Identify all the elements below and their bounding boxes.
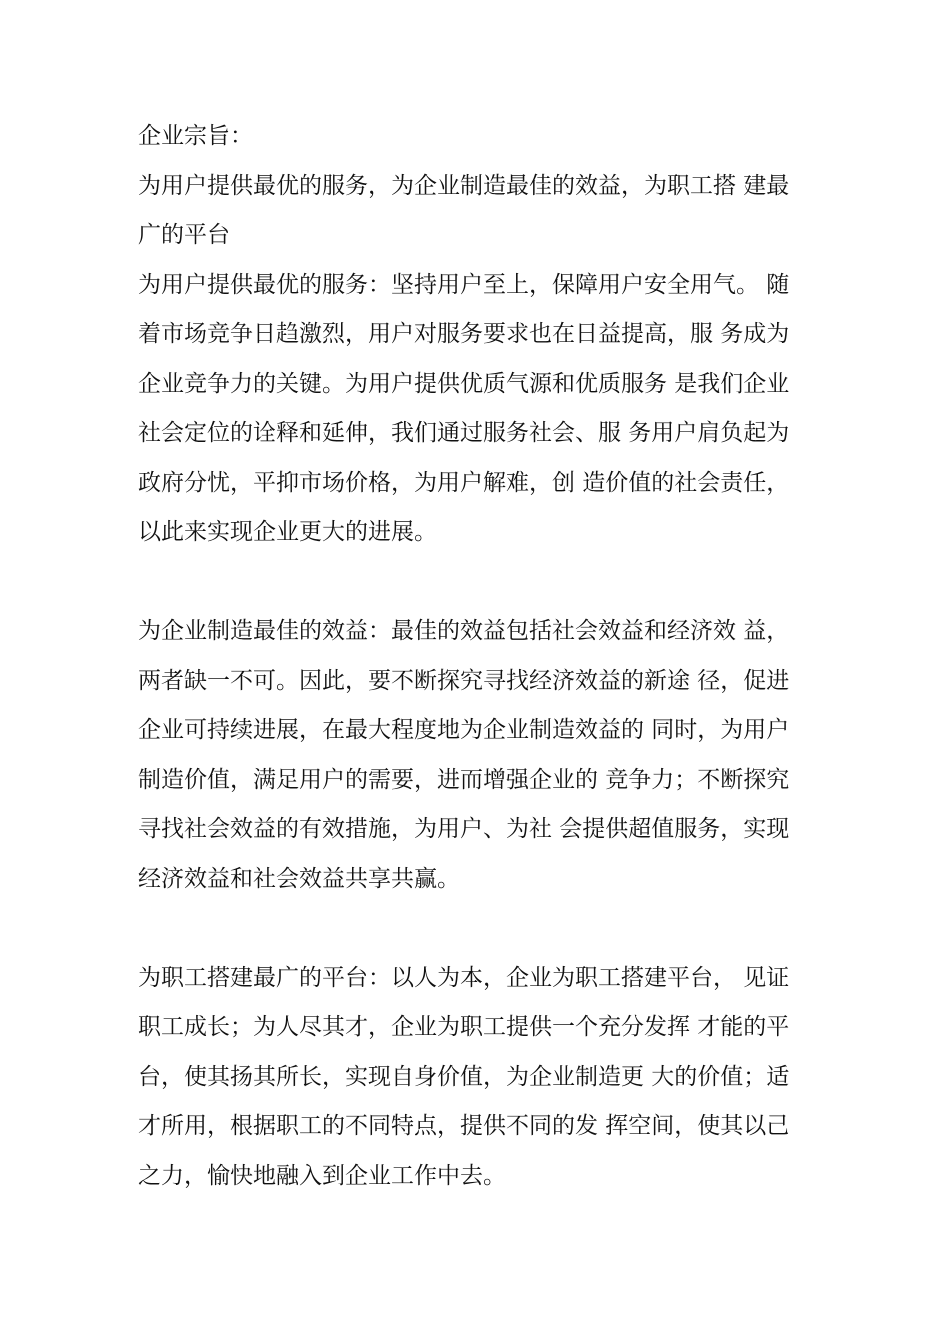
paragraph-line: 为职工搭建最广的平台：以人为本，企业为职工搭建平台， 见证 (138, 964, 790, 991)
document-heading: 企业宗旨： (138, 123, 253, 149)
paragraph-line: 两者缺一不可。因此，要不断探究寻找经济效益的新途 径，促进 (138, 667, 790, 694)
paragraph-line: 企业可持续进展，在最大程度地为企业制造效益的 同时，为用户 (138, 717, 790, 743)
paragraph-line: 为用户提供最优的服务：坚持用户至上，保障用户安全用气。 随 (138, 271, 790, 298)
paragraph-line: 以此来实现企业更大的进展。 (138, 519, 437, 545)
paragraph-line: 政府分忧，平抑市场价格，为用户解难，创 造价值的社会责任， (138, 469, 790, 496)
paragraph-line: 为企业制造最佳的效益：最佳的效益包括社会效益和经济效 益， (138, 618, 790, 644)
paragraph-line: 制造价值，满足用户的需要，进而增强企业的 竞争力；不断探究 (138, 766, 790, 793)
paragraph-line: 职工成长；为人尽其才，企业为职工提供一个充分发挥 才能的平 (138, 1014, 790, 1040)
paragraph-line: 社会定位的诠释和延伸，我们通过服务社会、服 务用户肩负起为 (138, 420, 790, 446)
motto-line: 广的平台 (138, 222, 230, 248)
paragraph-line: 台，使其扬其所长，实现自身价值，为企业制造更 大的价值；适 (138, 1063, 790, 1090)
paragraph-line: 才所用，根据职工的不同特点，提供不同的发 挥空间，使其以己 (138, 1113, 790, 1139)
paragraph-line: 着市场竞争日趋激烈，用户对服务要求也在日益提高，服 务成为 (138, 321, 790, 347)
paragraph-line: 寻找社会效益的有效措施，为用户、为社 会提供超值服务，实现 (138, 816, 790, 842)
paragraph-line: 经济效益和社会效益共享共赢。 (138, 865, 460, 892)
paragraph-line: 之力，愉快地融入到企业工作中去。 (138, 1162, 506, 1189)
paragraph-spacer (138, 558, 810, 608)
paragraph-line: 企业竞争力的关键。为用户提供优质气源和优质服务 是我们企业 (138, 370, 790, 397)
paragraph-spacer (138, 904, 810, 954)
motto-line: 为用户提供最优的服务，为企业制造最佳的效益，为职工搭 建最 (138, 172, 790, 199)
document-page (138, 112, 810, 1201)
